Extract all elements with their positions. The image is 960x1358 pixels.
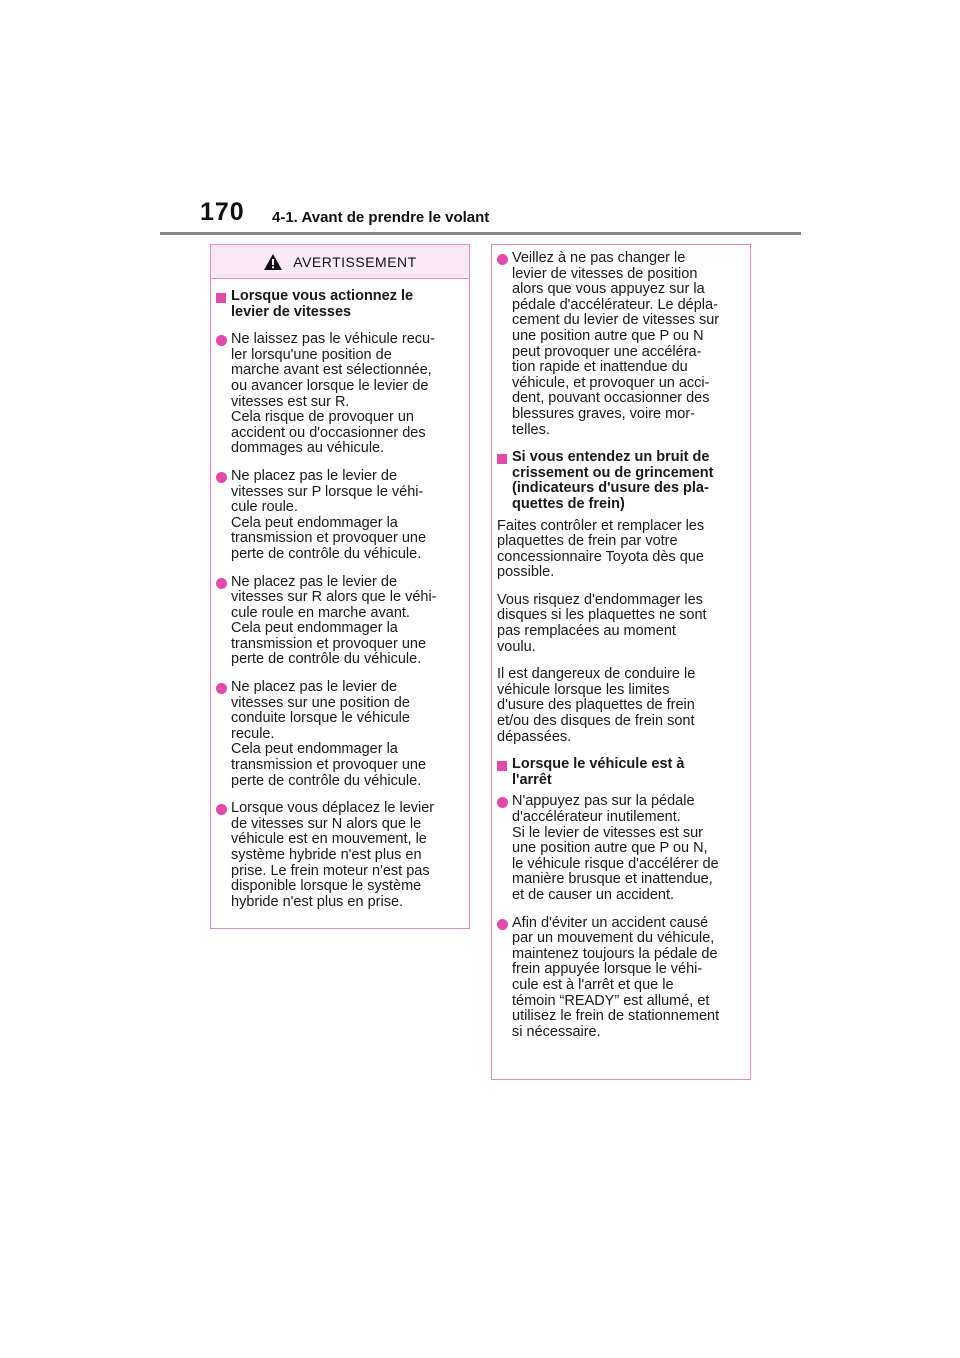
dot-bullet-icon	[216, 575, 231, 589]
list-item	[216, 801, 461, 910]
list-item	[216, 680, 461, 789]
paragraph: Il est dangereux de conduire le véhicule lorsque les limites d'usure des plaquettes de frein et/ou des disques de frein sont dépassées.	[497, 666, 696, 745]
page-number: 170	[200, 198, 245, 226]
section-title: 4-1. Avant de prendre le volant	[272, 209, 490, 226]
dot-bullet-icon	[497, 794, 512, 808]
list-item-text: Ne placez pas le levier de vitesses sur P lorsque le véhi- cule roule. Cela peut endommager la transmission et provoquer une perte de contrôle du véhicule.	[231, 467, 427, 562]
list-item-text: Ne placez pas le levier de vitesses sur R alors que le véhi- cule roule en marche avant. Cela peut endommager la transmission et provoquer une perte de contrôle du véhicule.	[231, 573, 437, 668]
section-heading	[497, 450, 742, 512]
heading-text: Si vous entendez un bruit de crissement ou de grincement (indicateurs d'usure des pla- quettes de frein)	[512, 449, 714, 512]
square-bullet-icon	[497, 757, 512, 771]
section-heading	[497, 757, 742, 788]
section-heading	[216, 289, 461, 320]
square-bullet-icon	[497, 450, 512, 464]
list-item-text: Veillez à ne pas changer le levier de vitesses de position alors que vous appuyez sur la pédale d'accélérateur. Le dépla- cement du levier de vitesses sur une position autre que P ou N peut provoquer une accéléra- tion rapide et inattendue du véhicule, et provoquer un acci- dent, pouvant occasionner des blessures graves, voire mor- telles.	[512, 250, 720, 438]
list-item-text: Afin d'éviter un accident causé par un mouvement du véhicule, maintenez toujours la pédale de frein appuyée lorsque le véhi- cule est à l'arrêt et que le témoin “READY” est allumé, et utilisez le frein de stationnement si nécessaire.	[512, 914, 720, 1040]
paragraph: Faites contrôler et remplacer les plaquettes de frein par votre concessionnaire Toyota dès que possible.	[497, 517, 705, 581]
list-item	[216, 575, 461, 669]
list-item-text: Lorsque vous déplacez le levier de vitesses sur N alors que le véhicule est en mouvement, le système hybride n'est plus en prise. Le frein moteur n'est pas disponible lorsque le système hybride n'est plus en prise.	[231, 800, 435, 910]
list-item-text: Ne laissez pas le véhicule recu- ler lorsqu'une position de marche avant est sélectionnée, ou avancer lorsque le levier de vitesses est sur R. Cela risque de provoquer un accident ou d'occasionner des dommages au véhicule.	[231, 331, 435, 457]
list-item-text: N'appuyez pas sur la pédale d'accélérateur inutilement. Si le levier de vitesses est sur une position autre que P ou N, le véhicule risque d'accélérer de manière brusque et inattendue, et de causer un accident.	[512, 793, 719, 903]
warning-box-left	[210, 244, 470, 929]
warning-content-left	[211, 279, 469, 910]
warning-header	[211, 245, 469, 279]
warning-box-right	[491, 244, 751, 1080]
list-item	[497, 794, 742, 903]
list-item	[216, 469, 461, 563]
warning-title: AVERTISSEMENT	[293, 253, 417, 270]
warning-content-right	[492, 251, 750, 1040]
dot-bullet-icon	[216, 801, 231, 815]
dot-bullet-icon	[497, 916, 512, 930]
list-item	[216, 332, 461, 457]
paragraph: Vous risquez d'endommager les disques si les plaquettes ne sont pas remplacées au moment voulu.	[497, 591, 707, 655]
heading-text: Lorsque vous actionnez le levier de vitesses	[231, 288, 414, 320]
dot-bullet-icon	[216, 469, 231, 483]
heading-text: Lorsque le véhicule est à l'arrêt	[512, 756, 685, 788]
warning-triangle-icon	[263, 253, 283, 271]
dot-bullet-icon	[216, 680, 231, 694]
list-item-text: Ne placez pas le levier de vitesses sur une position de conduite lorsque le véhicule recule. Cela peut endommager la transmission et provoquer une perte de contrôle du véhicule.	[231, 679, 427, 789]
header-divider	[160, 232, 801, 235]
list-item	[497, 251, 742, 438]
list-item	[497, 916, 742, 1041]
dot-bullet-icon	[216, 332, 231, 346]
dot-bullet-icon	[497, 251, 512, 265]
square-bullet-icon	[216, 289, 231, 303]
